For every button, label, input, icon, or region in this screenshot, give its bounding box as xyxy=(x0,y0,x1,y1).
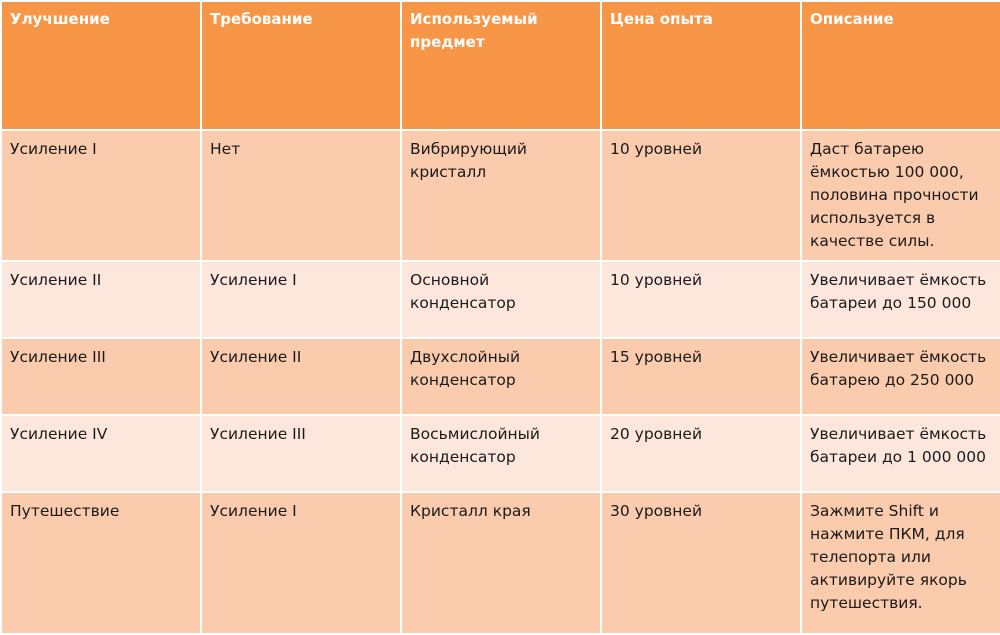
cell-item-used: Основной конденсатор xyxy=(401,261,601,338)
cell-description: Увеличивает ёмкость батарею до 250 000 xyxy=(801,338,1000,415)
cell-requirement: Усиление II xyxy=(201,338,401,415)
table-body xyxy=(1,130,1000,634)
cell-description: Увеличивает ёмкость батареи до 1 000 000 xyxy=(801,415,1000,492)
cell-xp-cost: 10 уровней xyxy=(601,130,801,261)
cell-upgrade: Путешествие xyxy=(1,492,201,634)
cell-xp-cost: 15 уровней xyxy=(601,338,801,415)
cell-item-used: Вибрирующий кристалл xyxy=(401,130,601,261)
cell-requirement: Нет xyxy=(201,130,401,261)
cell-description: Увеличивает ёмкость батареи до 150 000 xyxy=(801,261,1000,338)
cell-upgrade: Усиление III xyxy=(1,338,201,415)
cell-description: Даст батарею ёмкостью 100 000, половина прочности используется в качестве силы. xyxy=(801,130,1000,261)
header-xp-cost: Цена опыта xyxy=(601,1,801,130)
cell-item-used: Двухслойный конденсатор xyxy=(401,338,601,415)
cell-requirement: Усиление I xyxy=(201,492,401,634)
cell-upgrade: Усиление IV xyxy=(1,415,201,492)
cell-upgrade: Усиление II xyxy=(1,261,201,338)
cell-item-used: Восьмислойный конденсатор xyxy=(401,415,601,492)
cell-item-used: Кристалл края xyxy=(401,492,601,634)
header-row xyxy=(1,1,1000,130)
table-row xyxy=(1,338,1000,415)
header-description: Описание xyxy=(801,1,1000,130)
cell-xp-cost: 20 уровней xyxy=(601,415,801,492)
cell-description: Зажмите Shift и нажмите ПКМ, для телепорта или активируйте якорь путешествия. xyxy=(801,492,1000,634)
header-upgrade: Улучшение xyxy=(1,1,201,130)
cell-requirement: Усиление III xyxy=(201,415,401,492)
table-row xyxy=(1,415,1000,492)
table-header xyxy=(1,1,1000,130)
cell-xp-cost: 10 уровней xyxy=(601,261,801,338)
table-row xyxy=(1,492,1000,634)
cell-xp-cost: 30 уровней xyxy=(601,492,801,634)
cell-upgrade: Усиление I xyxy=(1,130,201,261)
cell-requirement: Усиление I xyxy=(201,261,401,338)
header-item-used: Используемый предмет xyxy=(401,1,601,130)
table-row xyxy=(1,130,1000,261)
header-requirement: Требование xyxy=(201,1,401,130)
table-row xyxy=(1,261,1000,338)
